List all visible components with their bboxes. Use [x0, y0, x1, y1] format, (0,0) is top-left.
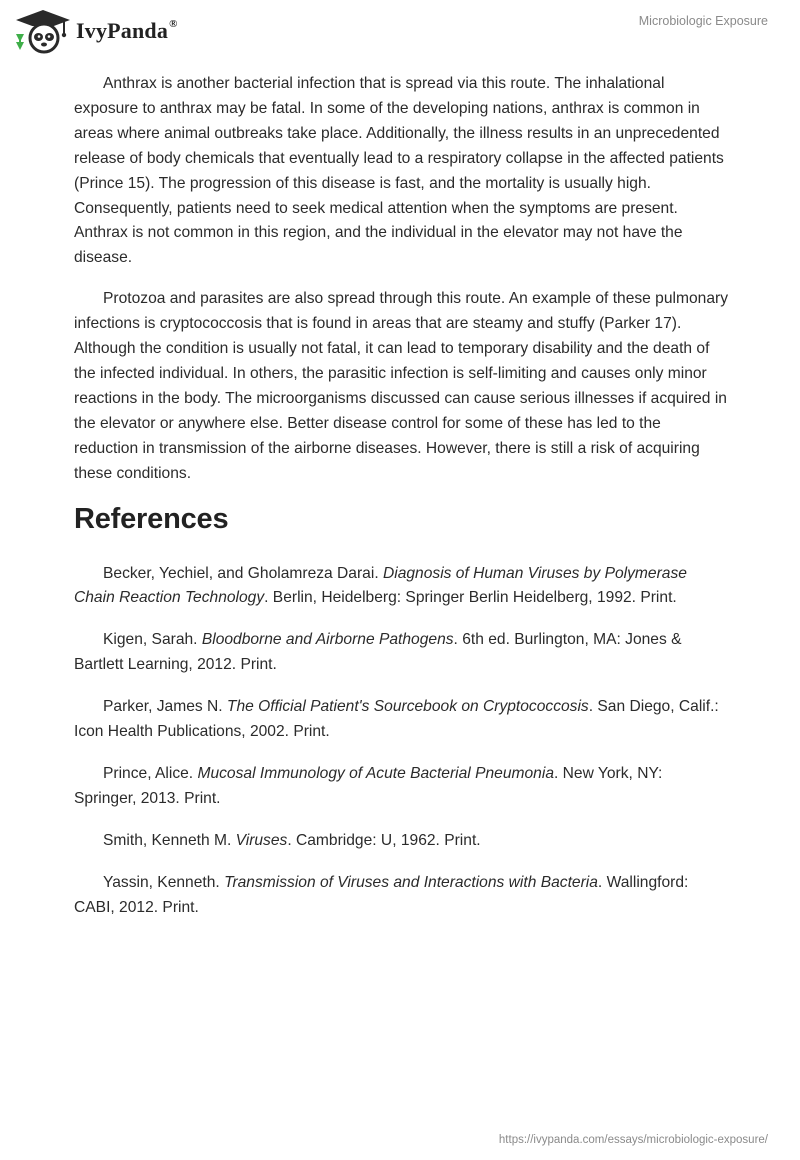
reference-entry: Smith, Kenneth M. Viruses. Cambridge: U, 1962. Print. — [103, 831, 481, 849]
ivypanda-logo[interactable] — [14, 8, 178, 54]
panda-logo-icon — [14, 8, 72, 54]
body-paragraph: Protozoa and parasites are also spread through this route. An example of these pulmonary infections is cryptococcosis that is found in areas that are steamy and stuffy (Parker 17). Although the condition is usually not fatal, it can lead to temporary disability and the death of the infected individual. In others, the parasitic infection is self-limiting and causes only minor reactions in the body. The microorganisms discussed can cause serious illnesses if acquired in the elevator or anywhere else. Better disease control for some of these has led to the reduction in transmission of the airborne diseases. However, there is still a risk of acquiring these conditions. — [74, 290, 728, 482]
reference-entry: Parker, James N. The Official Patient's Sourcebook on Cryptococcosis. San Diego, Calif.: Icon Health Publications, 2002. Print. — [74, 698, 719, 741]
body-paragraph: Anthrax is another bacterial infection that is spread via this route. The inhalational exposure to anthrax may be fatal. In some of the developing nations, anthrax is common in areas where animal outbreaks take place. Additionally, the illness results in an unprecedented release of body chemicals that eventually lead to a respiratory collapse in the affected patients (Prince 15). The progression of this disease is fast, and the mortality is usually high. Consequently, patients need to seek medical attention when the symptoms are present. Anthrax is not common in this region, and the individual in the elevator may not have the disease. — [74, 75, 724, 267]
document-title: Microbiologic Exposure — [638, 14, 768, 28]
brand-name: IvyPanda® — [76, 17, 178, 43]
reference-entry: Kigen, Sarah. Bloodborne and Airborne Pathogens. 6th ed. Burlington, MA: Jones & Bartlett Learning, 2012. Print. — [74, 631, 682, 674]
references-heading: References — [74, 502, 229, 535]
reference-title: Viruses — [235, 831, 288, 849]
reference-title: Diagnosis of Human Viruses by Polymerase Chain Reaction Technology — [74, 564, 687, 607]
reference-entry: Prince, Alice. Mucosal Immunology of Acute Bacterial Pneumonia. New York, NY: Springer, 2013. Print. — [74, 764, 663, 807]
reference-title: The Official Patient's Sourcebook on Cryptococcosis — [226, 698, 589, 716]
reference-entry: Becker, Yechiel, and Gholamreza Darai. Diagnosis of Human Viruses by Polymerase Chain Reaction Technology. Berlin, Heidelberg: Springer Berlin Heidelberg, 1992. Print. — [74, 564, 687, 607]
references-list — [74, 562, 729, 921]
reference-title: Mucosal Immunology of Acute Bacterial Pneumonia — [197, 764, 554, 782]
reference-title: Transmission of Viruses and Interactions with Bacteria — [224, 873, 598, 891]
page-header — [0, 0, 800, 64]
reference-title: Bloodborne and Airborne Pathogens — [201, 631, 454, 649]
essay-content — [74, 72, 729, 937]
reference-entry: Yassin, Kenneth. Transmission of Viruses and Interactions with Bacteria. Wallingford: CABI, 2012. Print. — [74, 873, 689, 916]
source-url[interactable]: https://ivypanda.com/essays/microbiologic-exposure/ — [498, 1134, 768, 1146]
